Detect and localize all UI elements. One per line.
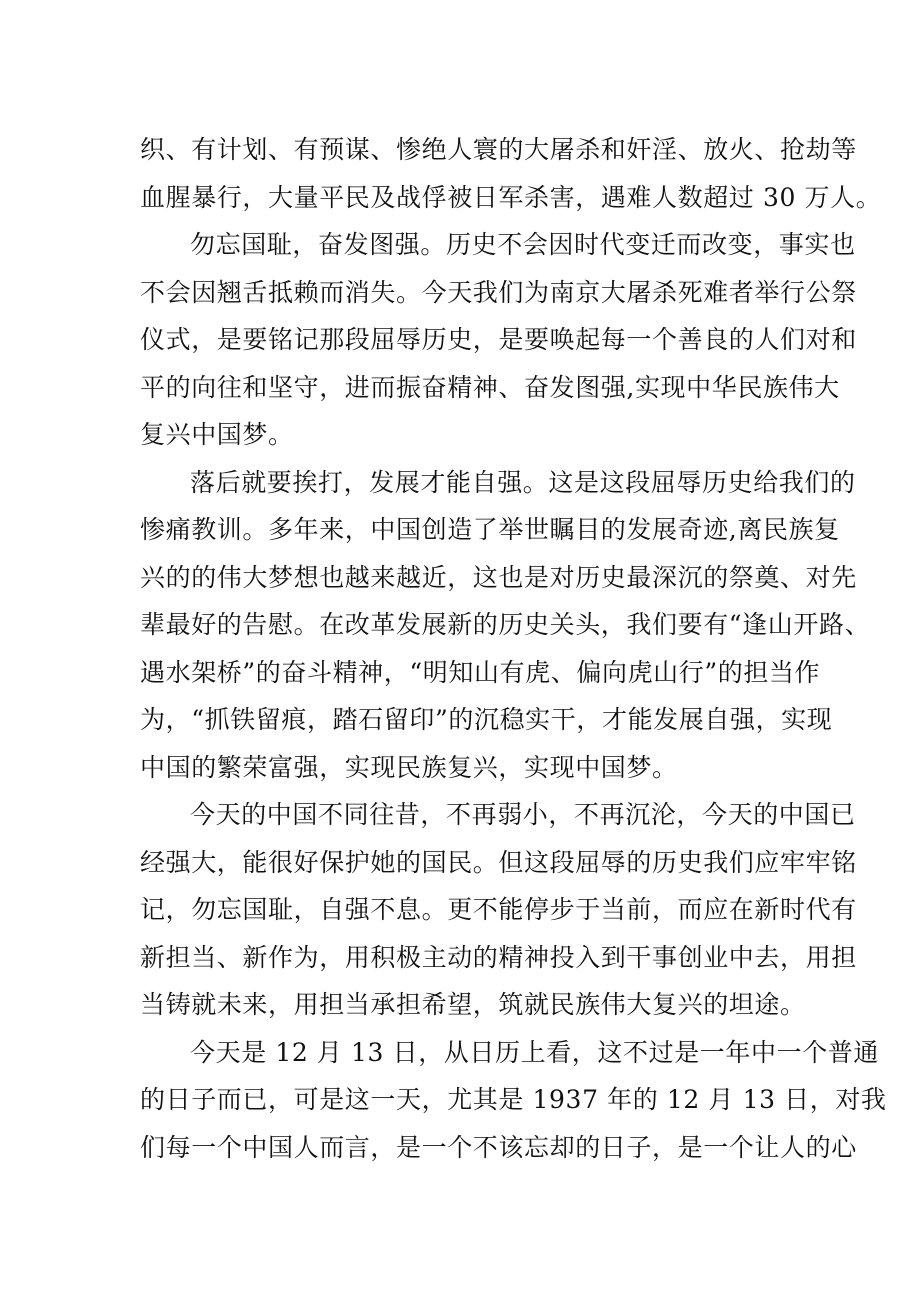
text-line: 勿忘国耻，奋发图强。历史不会因时代变迁而改变，事实也 <box>190 230 856 259</box>
text-line: 复兴中国梦。 <box>140 420 294 449</box>
text-line: 的日子而已，可是这一天，尤其是 1937 年的 12 月 13 日，对我 <box>140 1085 887 1114</box>
text-line: 辈最好的告慰。在改革发展新的历史关头，我们要有“逢山开路、 <box>140 610 871 639</box>
text-line: 落后就要挨打，发展才能自强。这是这段屈辱历史给我们的 <box>190 467 856 497</box>
text-line: 中国的繁荣富强，实现民族复兴，实现中国梦。 <box>140 752 678 782</box>
text-line: 遇水架桥”的奋斗精神，“明知山有虎、偏向虎山行”的担当作 <box>140 657 821 687</box>
text-line: 当铸就未来，用担当承担希望，筑就民族伟大复兴的坦途。 <box>140 990 806 1019</box>
text-line: 惨痛教训。多年来，中国创造了举世瞩目的发展奇迹,离民族复 <box>140 515 840 544</box>
text-line: 今天的中国不同往昔，不再弱小，不再沉沦，今天的中国已 <box>190 800 856 829</box>
text-line: 们每一个中国人而言，是一个不该忘却的日子，是一个让人的心 <box>140 1132 857 1162</box>
text-line: 今天是 12 月 13 日，从日历上看，这不过是一年中一个普通 <box>190 1037 880 1067</box>
text-line: 为，“抓铁留痕，踏石留印”的沉稳实干，才能发展自强，实现 <box>140 705 833 734</box>
document-body <box>140 126 887 1171</box>
text-line: 兴的的伟大梦想也越来越近，这也是对历史最深沉的祭奠、对先 <box>140 562 857 592</box>
text-line: 不会因翘舌抵赖而消失。今天我们为南京大屠杀死难者举行公祭 <box>140 277 857 307</box>
text-line: 织、有计划、有预谋、惨绝人寰的大屠杀和奸淫、放火、抢劫等 <box>140 135 857 164</box>
text-line: 血腥暴行，大量平民及战俘被日军杀害，遇难人数超过 30 万人。 <box>140 182 882 212</box>
text-line: 新担当、新作为，用积极主动的精神投入到干事创业中去，用担 <box>140 942 857 972</box>
text-line: 平的向往和坚守，进而振奋精神、奋发图强,实现中华民族伟大 <box>140 372 840 402</box>
text-line: 经强大，能很好保护她的国民。但这段屈辱的历史我们应牢牢铭 <box>140 847 857 877</box>
text-line: 记，勿忘国耻，自强不息。更不能停步于当前，而应在新时代有 <box>140 895 857 924</box>
text-line: 仪式，是要铭记那段屈辱历史，是要唤起每一个善良的人们对和 <box>140 325 857 354</box>
